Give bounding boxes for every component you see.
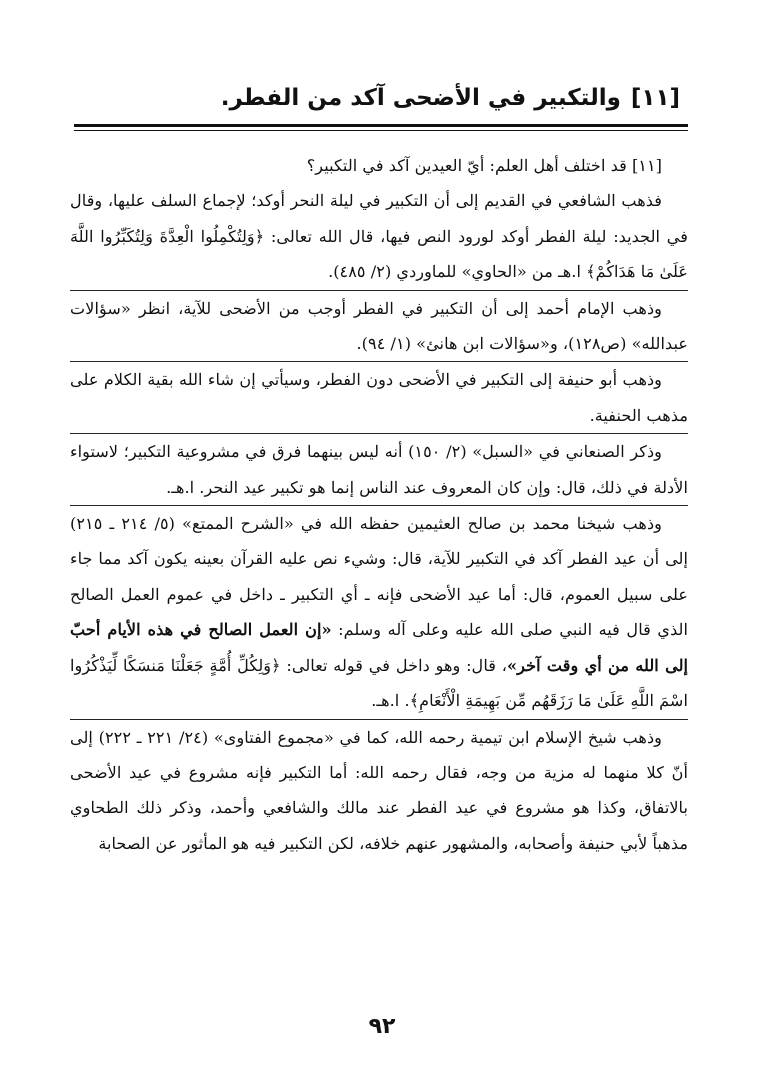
header-rule-thin — [74, 130, 688, 131]
paragraph-6-text-2: ، قال: وهو داخل في قوله تعالى: ﴿وَلِكُلِّ أُمَّةٍ جَعَلْنَا مَنسَكًا لِّيَذْكُرُوا اسْمَ اللَّهِ عَلَىٰ مَا رَزَقَهُم مِّن بَهِيمَةِ الْأَنْعَامِ﴾. ا.هـ. — [70, 655, 688, 711]
paragraph-6-text: وذهب شيخنا محمد بن صالح العثيمين حفظه الله في «الشرح الممتع» (٥/ ٢١٤ ـ ٢١٥) إلى أن عيد الفطر آكد في التكبير للآية، قال: وشيء نص عليه القرآن بعينه يكون آكد مما جاء على سبيل العموم، قال: أما عيد الأضحى فإنه ـ أي التكبير ـ داخل في عموم العمل الصالح الذي قال فيه النبي صلى الله عليه وعلى آله وسلم: — [70, 514, 688, 640]
page-header — [60, 78, 680, 118]
paragraph-4: وذهب أبو حنيفة إلى التكبير في الأضحى دون الفطر، وسيأتي إن شاء الله بقية الكلام على مذهب الحنفية. — [70, 361, 688, 433]
paragraph-3: وذهب الإمام أحمد إلى أن التكبير في الفطر أوجب من الأضحى للآية، انظر «سؤالات عبدالله» (ص١٢٨)، و«سؤالات ابن هانئ» (١/ ٩٤). — [70, 290, 688, 362]
paragraph-6-hadith: «إن العمل الصالح في هذه الأيام أحبّ إلى الله من أي وقت آخر» — [70, 620, 688, 675]
header-number: [١١] — [630, 85, 680, 111]
footnote-body — [70, 148, 688, 861]
paragraph-1: [١١] قد اختلف أهل العلم: أيّ العيدين آكد في التكبير؟ — [306, 156, 662, 175]
paragraph-6 — [70, 505, 688, 718]
page-number: ٩٢ — [368, 1014, 396, 1039]
header-title: والتكبير في الأضحى آكد من الفطر. — [220, 85, 621, 111]
header-rule-thick — [74, 124, 688, 127]
paragraph-7: وذهب شيخ الإسلام ابن تيمية رحمه الله، كما في «مجموع الفتاوى» (٢٤/ ٢٢١ ـ ٢٢٢) إلى أنّ كلا منهما له مزية من وجه، فقال رحمه الله: أما التكبير فإنه مشروع في عيد الأضحى بالاتفاق، وكذا هو مشروع في عيد الفطر عند مالك والشافعي وأحمد، وذكر ذلك الطحاوي مذهباً لأبي حنيفة وأصحابه، والمشهور عنهم خلافه، لكن التكبير فيه هو المأثور عن الصحابة — [70, 719, 688, 862]
paragraph-2: فذهب الشافعي في القديم إلى أن التكبير في ليلة النحر أوكد؛ لإجماع السلف عليها، وقال في الجديد: ليلة الفطر أوكد لورود النص فيها، قال الله تعالى: ﴿وَلِتُكْمِلُوا الْعِدَّةَ وَلِتُكَبِّرُوا اللَّهَ عَلَىٰ مَا هَدَاكُمْ﴾ ا.هـ من «الحاوي» للماوردي (٢/ ٤٨٥). — [70, 191, 688, 282]
paragraph-5: وذكر الصنعاني في «السبل» (٢/ ١٥٠) أنه ليس بينهما فرق في مشروعية التكبير؛ لاستواء الأدلة في ذلك، قال: وإن كان المعروف عند الناس إنما هو تكبير عيد النحر. ا.هـ. — [70, 433, 688, 505]
